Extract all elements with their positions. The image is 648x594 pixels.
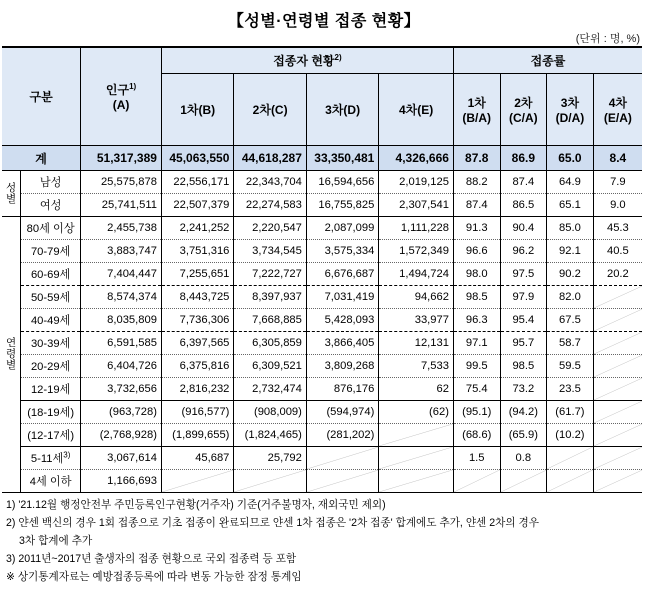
diagonal-line <box>162 470 233 492</box>
cell-d2: 2,220,547 <box>234 217 306 240</box>
cell-d1: 7,736,306 <box>161 309 233 332</box>
cell-d1: 22,507,379 <box>161 194 233 217</box>
cell-r1: 75.4 <box>453 378 500 401</box>
cell-r3: 67.5 <box>547 309 594 332</box>
diagonal-line <box>594 470 642 492</box>
vaccination-table <box>2 46 642 493</box>
cell-d1: (1,899,655) <box>161 424 233 447</box>
footnotes <box>6 496 646 586</box>
cell-d2: 6,309,521 <box>234 355 306 378</box>
cell-d2: 8,397,937 <box>234 286 306 309</box>
cell-r4 <box>593 401 642 424</box>
cell-r4 <box>593 286 642 309</box>
age-row <box>2 447 642 470</box>
cell-d4: 2,019,125 <box>379 171 454 194</box>
header-rate-group: 접종률 <box>453 47 642 74</box>
cell-r1: 87.8 <box>453 146 500 171</box>
cell-d2 <box>234 470 306 493</box>
header-category: 구분 <box>2 47 81 146</box>
diagonal-line <box>594 447 642 469</box>
footnote-remark: ※ 상기통계자료는 예방접종등록에 따라 변동 가능한 잠정 통계임 <box>6 571 302 583</box>
header-dose4: 4차(E) <box>379 74 454 146</box>
cell-d1: 22,556,171 <box>161 171 233 194</box>
cell-d1: 3,751,316 <box>161 240 233 263</box>
cell-pop: 6,404,726 <box>81 355 162 378</box>
cell-r4: 20.2 <box>593 263 642 286</box>
cell-pop: 7,404,447 <box>81 263 162 286</box>
header-dose1: 1차(B) <box>161 74 233 146</box>
cell-d4 <box>379 424 454 447</box>
cell-r1: 96.6 <box>453 240 500 263</box>
age-row <box>2 286 642 309</box>
diagonal-line <box>594 424 642 446</box>
header-dose2: 2차(C) <box>234 74 306 146</box>
cell-pop: 51,317,389 <box>81 146 162 171</box>
cell-r1: 87.4 <box>453 194 500 217</box>
cell-d2: 22,274,583 <box>234 194 306 217</box>
row-label: 여성 <box>21 194 81 217</box>
cell-r2: 73.2 <box>500 378 547 401</box>
cell-d2: 25,792 <box>234 447 306 470</box>
cell-d1: 8,443,725 <box>161 286 233 309</box>
cell-r4 <box>593 332 642 355</box>
cell-r2: 86.5 <box>500 194 547 217</box>
cell-d3: 3,575,334 <box>306 240 378 263</box>
diagonal-line <box>379 424 453 446</box>
cell-pop: 25,741,511 <box>81 194 162 217</box>
cell-d4: 62 <box>379 378 454 401</box>
cell-d3: 2,087,099 <box>306 217 378 240</box>
row-label: 80세 이상 <box>21 217 81 240</box>
cell-r3: 85.0 <box>547 217 594 240</box>
cell-d4: 2,307,541 <box>379 194 454 217</box>
cell-r4 <box>593 378 642 401</box>
row-label: 계 <box>2 146 81 171</box>
cell-r2: 86.9 <box>500 146 547 171</box>
cell-r1: 91.3 <box>453 217 500 240</box>
cell-d1: 45,687 <box>161 447 233 470</box>
cell-r3 <box>547 447 594 470</box>
row-label: 60-69세 <box>21 263 81 286</box>
age-row <box>2 332 642 355</box>
cell-d3: 33,350,481 <box>306 146 378 171</box>
cell-d2: 6,305,859 <box>234 332 306 355</box>
cell-r1: 97.1 <box>453 332 500 355</box>
diagonal-line <box>379 447 453 469</box>
diagonal-line <box>594 286 642 308</box>
cell-r4: 7.9 <box>593 171 642 194</box>
cell-d2: (908,009) <box>234 401 306 424</box>
age-row <box>2 470 642 493</box>
age-row <box>2 217 642 240</box>
row-label: 20-29세 <box>21 355 81 378</box>
cell-d1: 2,241,252 <box>161 217 233 240</box>
header-rate2: 2차 (C/A) <box>500 74 547 146</box>
cell-d3: 6,676,687 <box>306 263 378 286</box>
cell-r2: 97.5 <box>500 263 547 286</box>
cell-d3: 5,428,093 <box>306 309 378 332</box>
cell-d2: 2,732,474 <box>234 378 306 401</box>
cell-r3: 65.1 <box>547 194 594 217</box>
cell-d4: 7,533 <box>379 355 454 378</box>
side-label-gender: 성 별 <box>2 171 21 217</box>
unit-label: (단위 : 명, %) <box>575 33 640 45</box>
cell-d4: (62) <box>379 401 454 424</box>
header-population: 인구$^{1)}$ (A) <box>81 47 162 146</box>
row-label: (12-17세) <box>21 424 81 447</box>
cell-d4: 12,131 <box>379 332 454 355</box>
footnote-2: 2) 얀센 백신의 경우 1회 접종으로 기초 접종이 완료되므로 얀센 1차 접종은 '2차 접종' 합계에도 추가, 얀센 2차의 경우 <box>6 517 539 529</box>
cell-r2: (94.2) <box>500 401 547 424</box>
cell-d1: 6,375,816 <box>161 355 233 378</box>
cell-d3: 876,176 <box>306 378 378 401</box>
cell-d3: (594,974) <box>306 401 378 424</box>
side-label-age: 연 령 별 <box>2 217 21 493</box>
cell-r4 <box>593 447 642 470</box>
cell-d4: 94,662 <box>379 286 454 309</box>
cell-d2: 7,222,727 <box>234 263 306 286</box>
age-row <box>2 401 642 424</box>
cell-d2: 22,343,704 <box>234 171 306 194</box>
diagonal-line <box>307 447 378 469</box>
cell-r3: (10.2) <box>547 424 594 447</box>
cell-d2: 44,618,287 <box>234 146 306 171</box>
cell-r3: 64.9 <box>547 171 594 194</box>
cell-r1: 98.5 <box>453 286 500 309</box>
cell-d1: (916,577) <box>161 401 233 424</box>
cell-d3 <box>306 447 378 470</box>
diagonal-line <box>594 355 642 377</box>
cell-r2: 95.4 <box>500 309 547 332</box>
row-label: 50-59세 <box>21 286 81 309</box>
row-label: 30-39세 <box>21 332 81 355</box>
row-label: (18-19세) <box>21 401 81 424</box>
age-row <box>2 263 642 286</box>
gender-row <box>2 194 642 217</box>
table-title: 【성별·연령별 접종 현황】 <box>227 13 421 30</box>
diagonal-line <box>234 470 305 492</box>
diagonal-line <box>379 470 453 492</box>
cell-d3: 3,866,405 <box>306 332 378 355</box>
cell-r4: 8.4 <box>593 146 642 171</box>
cell-d1: 7,255,651 <box>161 263 233 286</box>
cell-r3: 90.2 <box>547 263 594 286</box>
header-dose3: 3차(D) <box>306 74 378 146</box>
cell-r4: 9.0 <box>593 194 642 217</box>
cell-pop: (963,728) <box>81 401 162 424</box>
header-rate1: 1차 (B/A) <box>453 74 500 146</box>
age-row <box>2 424 642 447</box>
cell-pop: 3,732,656 <box>81 378 162 401</box>
diagonal-line <box>594 401 642 423</box>
gender-row <box>2 171 642 194</box>
cell-d3: 3,809,268 <box>306 355 378 378</box>
row-label: 70-79세 <box>21 240 81 263</box>
cell-r3: 58.7 <box>547 332 594 355</box>
cell-r1: 96.3 <box>453 309 500 332</box>
cell-d4: 4,326,666 <box>379 146 454 171</box>
cell-r4: 40.5 <box>593 240 642 263</box>
cell-r4 <box>593 424 642 447</box>
cell-r1 <box>453 470 500 493</box>
cell-r2: 90.4 <box>500 217 547 240</box>
cell-r2: 87.4 <box>500 171 547 194</box>
cell-d3: 7,031,419 <box>306 286 378 309</box>
row-label: 4세 이하 <box>21 470 81 493</box>
total-row <box>2 146 642 171</box>
cell-r4: 45.3 <box>593 217 642 240</box>
diagonal-line <box>501 470 547 492</box>
cell-r3: 82.0 <box>547 286 594 309</box>
cell-r1: 98.0 <box>453 263 500 286</box>
row-label: 남성 <box>21 171 81 194</box>
cell-r3: 92.1 <box>547 240 594 263</box>
cell-r1: (68.6) <box>453 424 500 447</box>
cell-r2 <box>500 470 547 493</box>
cell-d4: 1,572,349 <box>379 240 454 263</box>
cell-d3: 16,755,825 <box>306 194 378 217</box>
cell-pop: 1,166,693 <box>81 470 162 493</box>
cell-pop: 3,883,747 <box>81 240 162 263</box>
diagonal-line <box>594 309 642 331</box>
header-rate3: 3차 (D/A) <box>547 74 594 146</box>
cell-r3 <box>547 470 594 493</box>
footnote-2-cont: 3차 합계에 추가 <box>19 535 93 547</box>
row-label: 5-11세$^{3)}$ <box>21 447 81 470</box>
diagonal-line <box>547 447 593 469</box>
cell-d4: 33,977 <box>379 309 454 332</box>
cell-d1: 2,816,232 <box>161 378 233 401</box>
cell-d3 <box>306 470 378 493</box>
age-row <box>2 355 642 378</box>
cell-r2: (65.9) <box>500 424 547 447</box>
cell-d2: 7,668,885 <box>234 309 306 332</box>
cell-r1: (95.1) <box>453 401 500 424</box>
cell-pop: 6,591,585 <box>81 332 162 355</box>
cell-d1 <box>161 470 233 493</box>
cell-d1: 45,063,550 <box>161 146 233 171</box>
cell-r4 <box>593 470 642 493</box>
cell-d4: 1,494,724 <box>379 263 454 286</box>
age-row <box>2 309 642 332</box>
age-row <box>2 378 642 401</box>
diagonal-line <box>547 470 593 492</box>
cell-d3: 16,594,656 <box>306 171 378 194</box>
cell-d3: (281,202) <box>306 424 378 447</box>
footnote-1: 1) '21.12월 행정안전부 주민등록인구현황(거주자) 기준(거주불명자, 재외국민 제외) <box>6 499 386 511</box>
cell-r1: 1.5 <box>453 447 500 470</box>
cell-pop: 8,574,374 <box>81 286 162 309</box>
cell-r3: 59.5 <box>547 355 594 378</box>
header-vaccinated-group: 접종자 현황$^{2)}$ <box>161 47 453 74</box>
diagonal-line <box>594 378 642 400</box>
cell-r2: 95.7 <box>500 332 547 355</box>
cell-d2: 3,734,545 <box>234 240 306 263</box>
cell-pop: 8,035,809 <box>81 309 162 332</box>
cell-r2: 97.9 <box>500 286 547 309</box>
footnote-3: 3) 2011년~2017년 출생자의 접종 현황으로 국외 접종력 등 포함 <box>6 553 297 565</box>
cell-r1: 99.5 <box>453 355 500 378</box>
cell-r2: 98.5 <box>500 355 547 378</box>
cell-r4 <box>593 355 642 378</box>
age-row <box>2 240 642 263</box>
cell-r3: (61.7) <box>547 401 594 424</box>
diagonal-line <box>594 332 642 354</box>
cell-r4 <box>593 309 642 332</box>
cell-pop: 3,067,614 <box>81 447 162 470</box>
cell-d1: 6,397,565 <box>161 332 233 355</box>
cell-pop: 25,575,878 <box>81 171 162 194</box>
header-rate4: 4차 (E/A) <box>593 74 642 146</box>
cell-d4 <box>379 447 454 470</box>
cell-r1: 88.2 <box>453 171 500 194</box>
cell-d4: 1,111,228 <box>379 217 454 240</box>
cell-r3: 23.5 <box>547 378 594 401</box>
cell-d2: (1,824,465) <box>234 424 306 447</box>
cell-d4 <box>379 470 454 493</box>
cell-pop: 2,455,738 <box>81 217 162 240</box>
row-label: 12-19세 <box>21 378 81 401</box>
diagonal-line <box>454 470 500 492</box>
diagonal-line <box>307 470 378 492</box>
cell-r2: 0.8 <box>500 447 547 470</box>
cell-pop: (2,768,928) <box>81 424 162 447</box>
cell-r3: 65.0 <box>547 146 594 171</box>
row-label: 40-49세 <box>21 309 81 332</box>
cell-r2: 96.2 <box>500 240 547 263</box>
